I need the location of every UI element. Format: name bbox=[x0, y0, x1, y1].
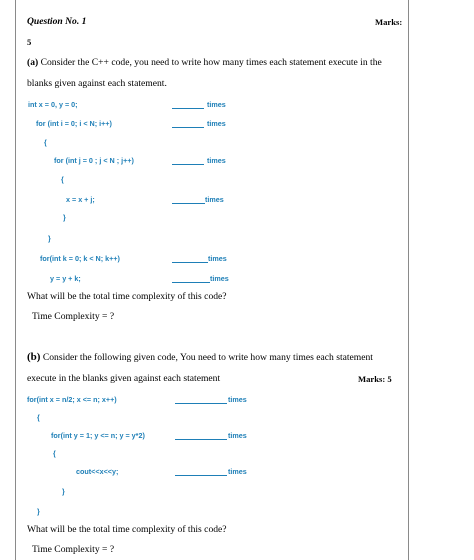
part-a-label: (a) bbox=[27, 57, 39, 68]
blank-suffix-a3: times bbox=[207, 156, 226, 165]
part-a-complexity-answer[interactable]: Time Complexity = ? bbox=[32, 311, 115, 322]
question-title: Question No. 1 bbox=[27, 16, 87, 27]
code-line-a1: int x = 0, y = 0; bbox=[28, 100, 78, 109]
part-a-intro-text: Consider the C++ code, you need to write how many times each statement execute in the bbox=[40, 57, 382, 68]
part-b-complexity-answer[interactable]: Time Complexity = ? bbox=[32, 544, 115, 555]
part-b-complexity-question: What will be the total time complexity of this code? bbox=[27, 524, 227, 535]
code-line-a10: y = y + k; bbox=[50, 274, 81, 283]
code-line-a9: for(int k = 0; k < N; k++) bbox=[40, 254, 120, 263]
answer-blank-b1[interactable] bbox=[175, 403, 227, 404]
answer-blank-b2[interactable] bbox=[175, 439, 227, 440]
code-line-b7: } bbox=[37, 507, 40, 516]
part-b-intro-line2: execute in the blanks given against each statement bbox=[27, 373, 221, 384]
code-line-b6: } bbox=[62, 487, 65, 496]
answer-blank-a5[interactable] bbox=[172, 262, 208, 263]
part-a-intro-line1 bbox=[27, 57, 382, 68]
answer-blank-a6[interactable] bbox=[172, 282, 210, 283]
marks-value: 5 bbox=[27, 37, 32, 47]
part-b-intro-text: Consider the following given code, You need to write how many times each statement bbox=[42, 352, 373, 363]
part-b-intro-line1 bbox=[27, 351, 373, 363]
blank-suffix-a6: times bbox=[210, 274, 229, 283]
blank-suffix-a5: times bbox=[208, 254, 227, 263]
code-line-b4: { bbox=[53, 449, 56, 458]
code-line-b1: for(int x = n/2; x <= n; x++) bbox=[27, 395, 117, 404]
answer-blank-a4[interactable] bbox=[172, 203, 205, 204]
part-a-intro-line2: blanks given against each statement. bbox=[27, 78, 167, 89]
blank-suffix-a4: times bbox=[205, 195, 224, 204]
answer-blank-a1[interactable] bbox=[172, 108, 204, 109]
answer-blank-b3[interactable] bbox=[175, 475, 227, 476]
blank-suffix-b3: times bbox=[228, 467, 247, 476]
blank-suffix-b1: times bbox=[228, 395, 247, 404]
code-line-b2: { bbox=[37, 413, 40, 422]
blank-suffix-a1: times bbox=[207, 100, 226, 109]
blank-suffix-b2: times bbox=[228, 431, 247, 440]
part-b-label: (b) bbox=[27, 351, 41, 363]
code-line-a2: for (int i = 0; i < N; i++) bbox=[36, 119, 112, 128]
code-line-a5: { bbox=[61, 175, 64, 184]
code-line-a4: for (int j = 0 ; j < N ; j++) bbox=[54, 156, 134, 165]
blank-suffix-a2: times bbox=[207, 119, 226, 128]
part-b-marks: Marks: 5 bbox=[358, 374, 392, 384]
marks-label: Marks: bbox=[375, 17, 403, 27]
answer-blank-a2[interactable] bbox=[172, 127, 204, 128]
answer-blank-a3[interactable] bbox=[172, 164, 204, 165]
code-line-a3: { bbox=[44, 138, 47, 147]
code-line-a6: x = x + j; bbox=[66, 195, 95, 204]
part-a-complexity-question: What will be the total time complexity of this code? bbox=[27, 291, 227, 302]
code-line-a7: } bbox=[63, 213, 66, 222]
code-line-a8: } bbox=[48, 234, 51, 243]
code-line-b3: for(int y = 1; y <= n; y = y*2) bbox=[51, 431, 145, 440]
code-line-b5: cout<<x<<y; bbox=[76, 467, 119, 476]
